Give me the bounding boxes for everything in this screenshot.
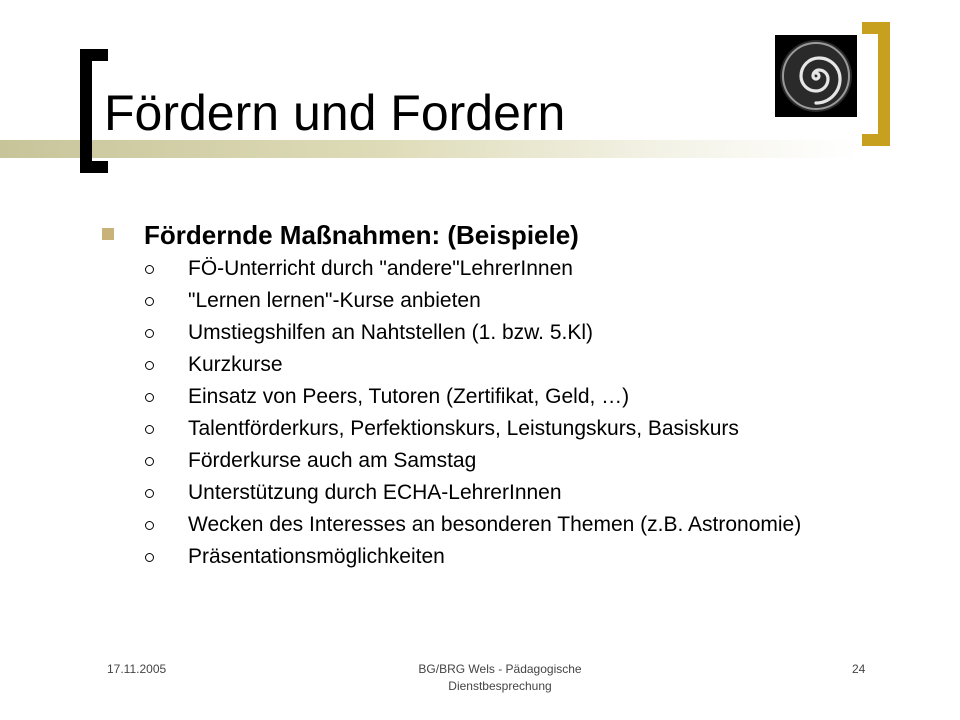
slide-title: Fördern und Fordern (104, 85, 566, 141)
list-item-text: Unterstützung durch ECHA-LehrerInnen (188, 481, 562, 504)
ring-bullet-icon (145, 553, 154, 562)
ring-bullet-icon (145, 361, 154, 370)
list-item (96, 290, 876, 311)
list-item-text: Umstiegshilfen an Nahtstellen (1. bzw. 5.Kl) (188, 321, 594, 344)
square-bullet-icon (102, 228, 114, 240)
list-item-text: "Lernen lernen"-Kurse anbieten (188, 289, 481, 312)
footer-center-text: BG/BRG Wels - Pädagogische Dienstbesprechung (418, 662, 582, 693)
list-item-text: Einsatz von Peers, Tutoren (Zertifikat, Geld, …) (188, 385, 630, 408)
ring-bullet-icon (145, 521, 154, 530)
list-item (96, 546, 876, 567)
spiral-logo-icon (775, 35, 857, 117)
main-bullet-text: Fördernde Maßnahmen: (Beispiele) (144, 220, 579, 250)
ring-bullet-icon (145, 297, 154, 306)
list-item-text: Wecken des Interesses an besonderen Themen (z.B. Astronomie) (188, 513, 802, 536)
sub-bullet-list (96, 258, 876, 567)
list-item (96, 482, 876, 503)
list-item (96, 450, 876, 471)
list-item (96, 514, 876, 535)
page-number: 24 (852, 662, 866, 676)
ring-bullet-icon (145, 265, 154, 274)
ring-bullet-icon (145, 393, 154, 402)
slide-content (96, 218, 876, 578)
list-item-text: Kurzkurse (188, 353, 283, 376)
main-bullet (96, 218, 876, 252)
list-item (96, 322, 876, 343)
footer-date: 17.11.2005 (107, 662, 167, 676)
list-item (96, 418, 876, 439)
list-item (96, 354, 876, 375)
list-item-text: Präsentationsmöglichkeiten (188, 545, 445, 568)
list-item-text: FÖ-Unterricht durch "andere"LehrerInnen (188, 257, 573, 280)
ring-bullet-icon (145, 489, 154, 498)
ring-bullet-icon (145, 457, 154, 466)
ring-bullet-icon (145, 425, 154, 434)
ring-bullet-icon (145, 329, 154, 338)
list-item (96, 258, 876, 279)
list-item-text: Talentförderkurs, Perfektionskurs, Leistungskurs, Basiskurs (188, 417, 739, 440)
list-item (96, 386, 876, 407)
list-item-text: Förderkurse auch am Samstag (188, 449, 477, 472)
right-bracket-decoration (862, 22, 890, 146)
